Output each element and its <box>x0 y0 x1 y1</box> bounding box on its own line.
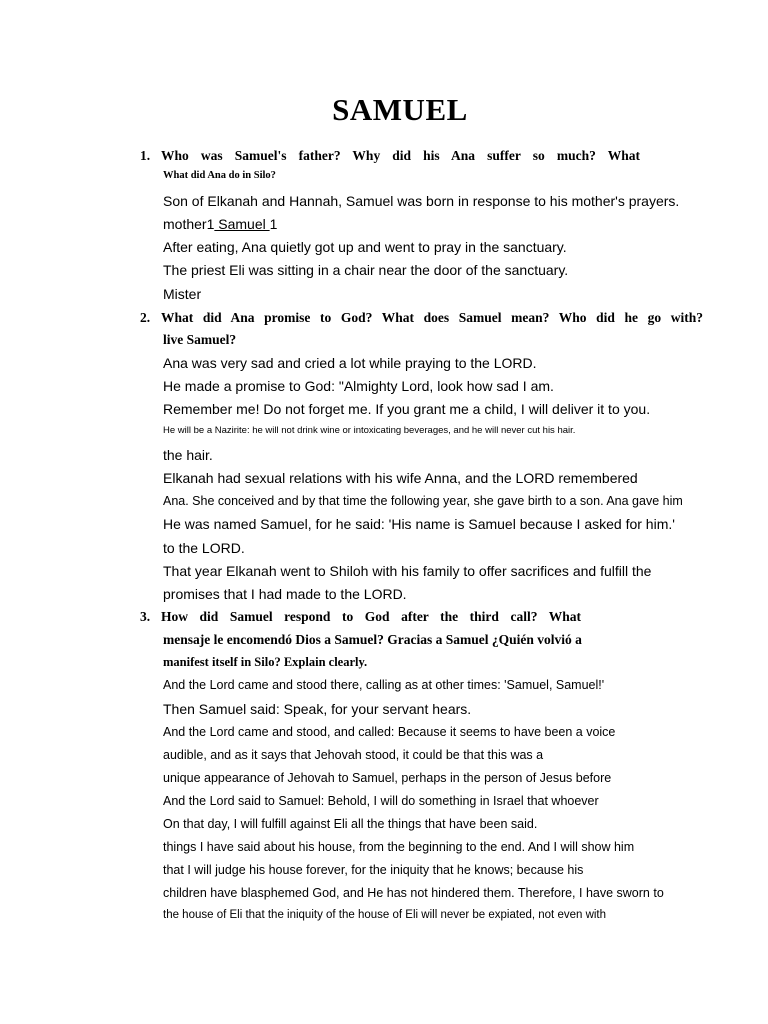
question-heading: Who was Samuel's father? Why did his Ana suffer so much? What <box>161 148 640 163</box>
answer-line: Elkanah had sexual relations with his wife Anna, and the LORD remembered <box>163 470 638 486</box>
answer-line: And the Lord said to Samuel: Behold, I will do something in Israel that whoever <box>163 794 599 808</box>
answer-line: And the Lord came and stood there, calling as at other times: 'Samuel, Samuel!' <box>163 678 605 692</box>
reference-suffix: 1 <box>269 216 278 232</box>
answer-line: Mister <box>163 286 202 302</box>
answer-line: the house of Eli that the iniquity of the house of Eli will never be expiated, not even with <box>163 909 607 921</box>
answer-line: And the Lord came and stood, and called: Because it seems to have been a voice <box>163 725 616 739</box>
answer-line: Ana was very sad and cried a lot while praying to the LORD. <box>163 355 537 371</box>
question-number: 3. <box>140 609 151 624</box>
answer-line: promises that I had made to the LORD. <box>163 586 407 602</box>
answer-line: Remember me! Do not forget me. If you grant me a child, I will deliver it to you. <box>163 401 651 417</box>
answer-line: The priest Eli was sitting in a chair near the door of the sanctuary. <box>163 262 569 278</box>
answer-line-reference <box>163 216 277 232</box>
question-subheading: live Samuel? <box>163 332 237 347</box>
answer-line: audible, and as it says that Jehovah stood, it could be that this was a <box>163 748 544 762</box>
answer-line: He made a promise to God: "Almighty Lord, look how sad I am. <box>163 378 554 394</box>
answer-line: the hair. <box>163 447 213 463</box>
answer-line: unique appearance of Jehovah to Samuel, perhaps in the person of Jesus before <box>163 771 612 785</box>
answer-line: Son of Elkanah and Hannah, Samuel was born in response to his mother's prayers. <box>163 193 680 209</box>
answer-line: After eating, Ana quietly got up and went to pray in the sanctuary. <box>163 239 567 255</box>
answer-line: Ana. She conceived and by that time the following year, she gave birth to a son. Ana gave him <box>163 494 683 508</box>
page-title: SAMUEL <box>332 92 468 127</box>
question-subheading-2: manifest itself in Silo? Explain clearly. <box>163 655 368 669</box>
answer-line: That year Elkanah went to Shiloh with his family to offer sacrifices and fulfill the <box>163 563 652 579</box>
question-subheading: What did Ana do in Silo? <box>163 170 276 181</box>
answer-line: Then Samuel said: Speak, for your servant hears. <box>163 701 472 717</box>
answer-line: to the LORD. <box>163 540 245 556</box>
answer-line: He was named Samuel, for he said: 'His name is Samuel because I asked for him.' <box>163 516 675 532</box>
answer-line: things I have said about his house, from the beginning to the end. And I will show him <box>163 840 635 854</box>
question-number: 2. <box>140 310 151 325</box>
question-subheading: mensaje le encomendó Dios a Samuel? Gracias a Samuel ¿Quién volvió a <box>163 632 582 647</box>
reference-prefix: mother1 <box>163 216 215 232</box>
question-number: 1. <box>140 148 151 163</box>
answer-line: On that day, I will fulfill against Eli all the things that have been said. <box>163 817 538 831</box>
question-heading: What did Ana promise to God? What does Samuel mean? Who did he go with? <box>161 310 703 325</box>
answer-line: He will be a Nazirite: he will not drink wine or intoxicating beverages, and he will never cut his hair. <box>163 425 576 436</box>
answer-line: children have blasphemed God, and He has not hindered them. Therefore, I have sworn to <box>163 886 664 900</box>
reference-link-text: Samuel <box>214 216 270 232</box>
answer-line: that I will judge his house forever, for the iniquity that he knows; because his <box>163 863 584 877</box>
question-heading: How did Samuel respond to God after the third call? What <box>161 609 581 624</box>
